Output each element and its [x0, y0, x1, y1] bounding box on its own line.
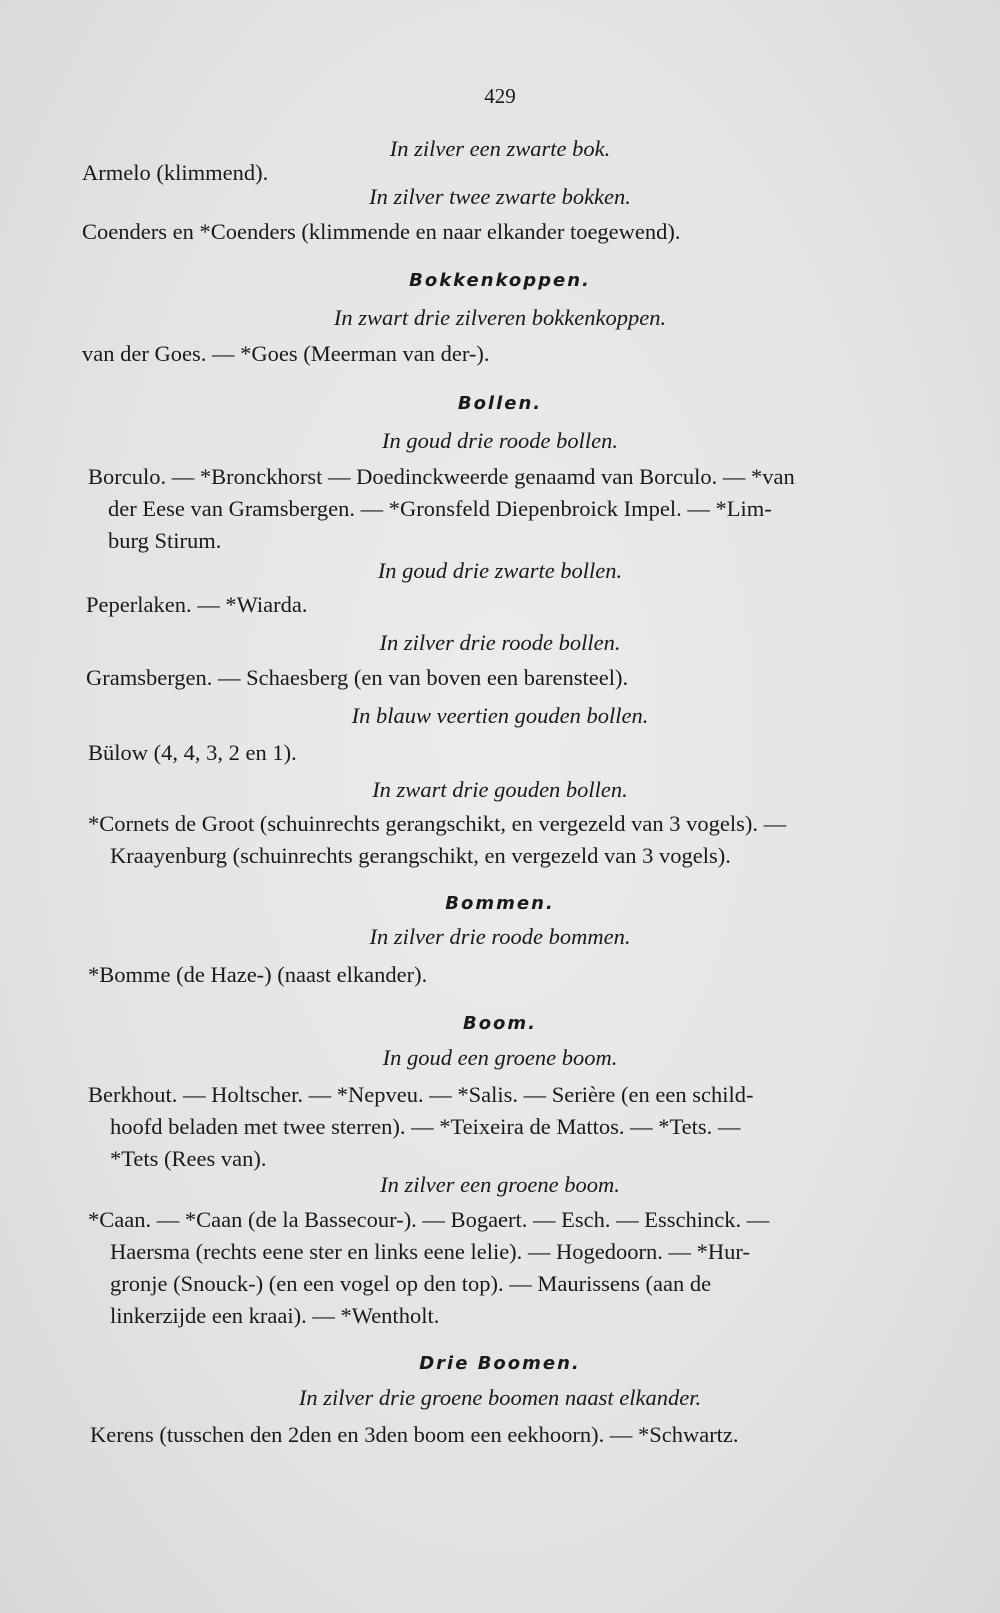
blazon-line: In zilver drie roode bommen. — [369, 924, 631, 949]
blazon-line: In goud drie roode bollen. — [381, 428, 618, 453]
blazon-line: In zilver drie roode bollen. — [379, 630, 621, 655]
family-line: *Bomme (de Haze-) (naast elkander). — [88, 962, 428, 987]
family-line: hoofd beladen met twee sterren). — *Teixeira de Mattos. — *Tets. — — [110, 1114, 741, 1139]
family-line: Coenders en *Coenders (klimmende en naar elkander toegewend). — [82, 219, 681, 244]
blazon-line: In goud een groene boom. — [382, 1045, 618, 1070]
family-line: linkerzijde een kraai). — *Wentholt. — [110, 1303, 440, 1328]
section-heading: Bokkenkoppen. — [409, 270, 591, 291]
family-line: van der Goes. — *Goes (Meerman van der-). — [82, 341, 490, 366]
blazon-line: In goud drie zwarte bollen. — [377, 558, 623, 583]
family-line: Kerens (tusschen den 2den en 3den boom een eekhoorn). — *Schwartz. — [90, 1422, 739, 1447]
family-line: Bülow (4, 4, 3, 2 en 1). — [88, 740, 297, 765]
blazon-line: In zilver drie groene boomen naast elkander. — [298, 1385, 702, 1410]
section-heading: Boom. — [462, 1013, 538, 1034]
family-line: Haersma (rechts eene ster en links eene lelie). — Hogedoorn. — *Hur- — [110, 1239, 750, 1264]
family-line: Borculo. — *Bronckhorst — Doedinckweerde genaamd van Borculo. — *van — [88, 464, 795, 489]
family-line: burg Stirum. — [108, 528, 222, 553]
family-line: *Cornets de Groot (schuinrechts gerangschikt, en vergezeld van 3 vogels). — — [88, 811, 787, 836]
section-heading: Bommen. — [445, 893, 555, 914]
section-heading: Drie Boomen. — [419, 1353, 581, 1374]
blazon-line: In zwart drie gouden bollen. — [372, 777, 628, 802]
family-line: gronje (Snouck-) (en een vogel op den top). — Maurissens (aan de — [110, 1271, 712, 1296]
family-line: *Tets (Rees van). — [110, 1146, 267, 1171]
blazon-line: In zwart drie zilveren bokkenkoppen. — [333, 305, 667, 330]
blazon-line: In blauw veertien gouden bollen. — [351, 703, 649, 728]
family-line: Armelo (klimmend). — [82, 160, 269, 185]
family-line: Gramsbergen. — Schaesberg (en van boven een barensteel). — [86, 665, 629, 690]
family-line: *Caan. — *Caan (de la Bassecour-). — Bogaert. — Esch. — Esschinck. — — [88, 1207, 770, 1232]
family-line: Berkhout. — Holtscher. — *Nepveu. — *Salis. — Serière (en een schild- — [88, 1082, 754, 1107]
blazon-line: In zilver een zwarte bok. — [389, 136, 611, 161]
blazon-line: In zilver twee zwarte bokken. — [369, 184, 631, 209]
blazon-line: In zilver een groene boom. — [380, 1172, 620, 1197]
family-line: Peperlaken. — *Wiarda. — [86, 592, 308, 617]
family-line: der Eese van Gramsbergen. — *Gronsfeld Diepenbroick Impel. — *Lim- — [108, 496, 772, 521]
page-number: 429 — [484, 84, 516, 108]
family-line: Kraayenburg (schuinrechts gerangschikt, en vergezeld van 3 vogels). — [110, 843, 731, 868]
section-heading: Bollen. — [457, 393, 543, 414]
